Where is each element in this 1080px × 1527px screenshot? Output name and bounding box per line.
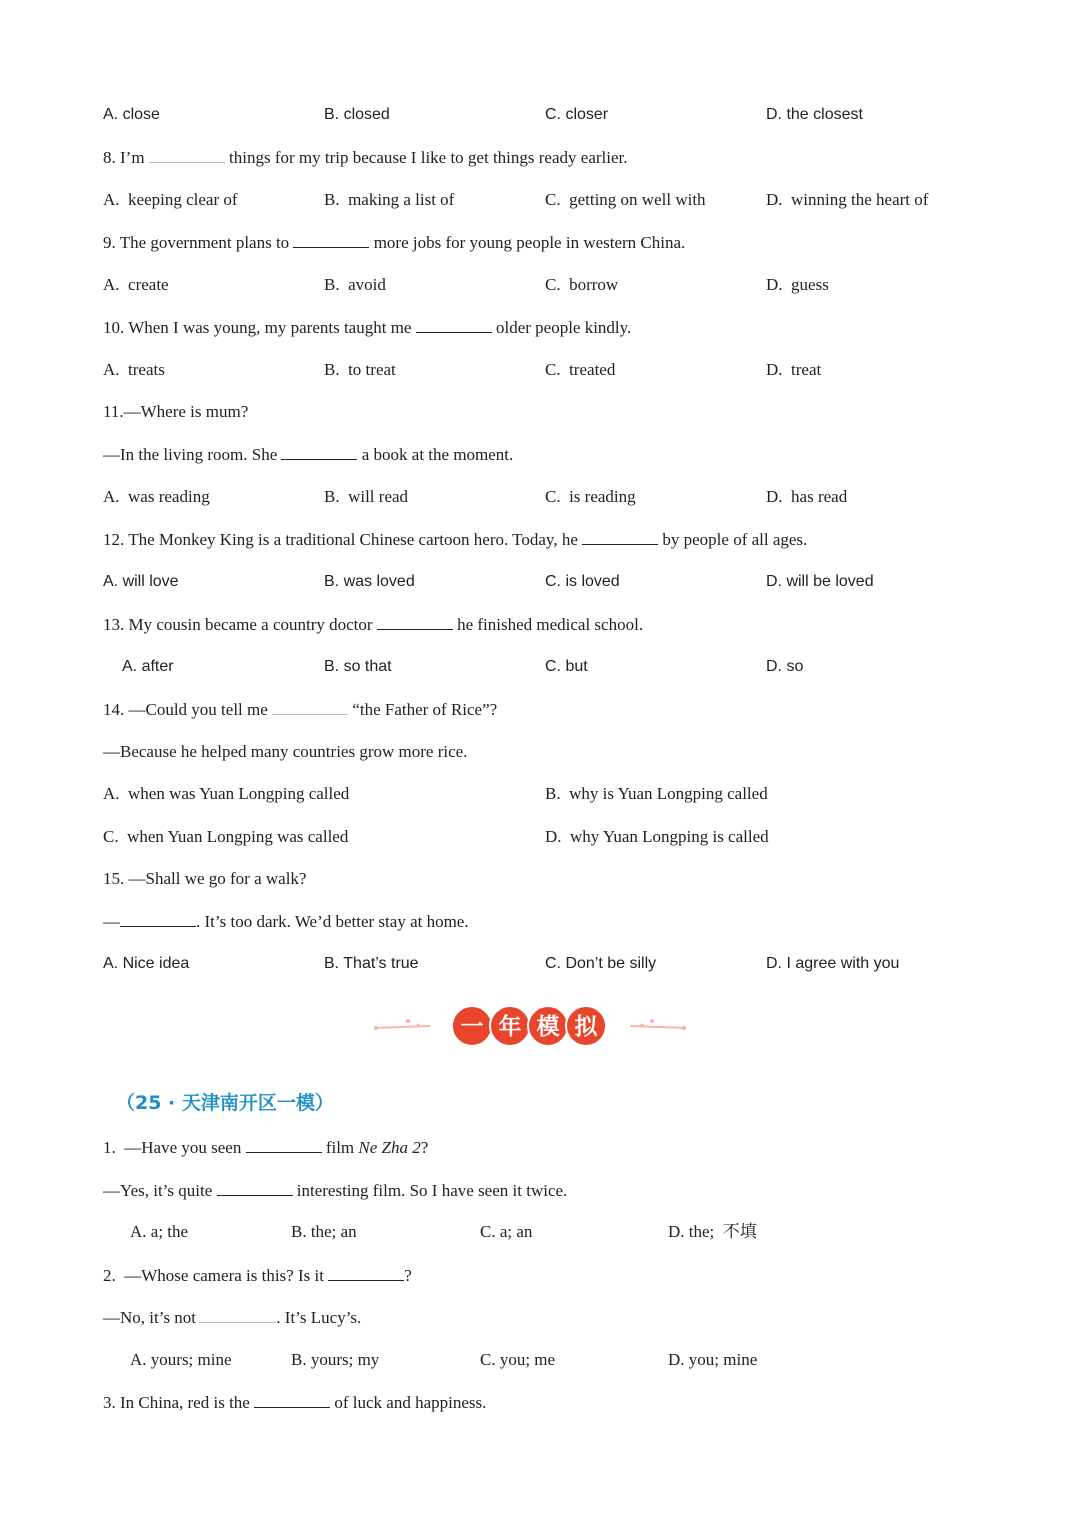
q9-blank (293, 231, 369, 248)
q14-blank (272, 698, 348, 715)
q15-option-d[interactable]: D. I agree with you (766, 955, 900, 972)
s2-options (0, 1349, 1080, 1371)
q12-stem (103, 528, 807, 551)
q8-options (0, 189, 1080, 211)
q15-line-end: . It’s too dark. We’d better stay at home. (196, 912, 469, 931)
banner-char-2: 年 (498, 1014, 522, 1040)
q11-option-b[interactable]: B. will read (324, 487, 409, 506)
s1-film-title: Ne Zha 2 (358, 1138, 421, 1157)
banner-char-3: 模 (536, 1014, 560, 1040)
s1-options (0, 1221, 1080, 1243)
q12-option-c[interactable]: C. is loved (545, 573, 620, 590)
banner-left-flourish (374, 1019, 430, 1030)
q9-option-b[interactable]: B. avoid (324, 275, 386, 294)
q12-option-d[interactable]: D. will be loved (766, 573, 874, 590)
q10-blank (416, 316, 492, 333)
q12-stem-start: 12. The Monkey King is a traditional Chinese cartoon hero. Today, he (103, 530, 578, 549)
q14-stem-start: 14. —Could you tell me (103, 700, 268, 719)
q11-answer-line (103, 443, 513, 466)
q14-option-b[interactable]: B. why is Yuan Longping called (545, 784, 768, 803)
q10-stem (103, 316, 631, 339)
banner-char-4: 拟 (574, 1014, 598, 1040)
q9-stem-end: more jobs for young people in western China. (373, 233, 686, 252)
q10-stem-start: 10. When I was young, my parents taught me (103, 318, 412, 337)
s1-line2-end: interesting film. So I have seen it twice. (296, 1181, 568, 1200)
q15-options (0, 953, 1080, 975)
q9-stem-start: 9. The government plans to (103, 233, 290, 252)
s2-line2-start: —No, it’s not (103, 1308, 197, 1327)
s1-line2-start: —Yes, it’s quite (103, 1181, 213, 1200)
q15-blank (120, 910, 196, 927)
q9-stem (103, 231, 685, 254)
s2-stem-start: 2. —Whose camera is this? Is it (103, 1266, 324, 1285)
q8-option-d[interactable]: D. winning the heart of (766, 190, 929, 209)
q13-stem-end: he finished medical school. (457, 615, 644, 634)
q14-answer-line: —Because he helped many countries grow more rice. (103, 742, 468, 761)
q15-option-c[interactable]: C. Don’t be silly (545, 955, 657, 972)
s2-option-c[interactable]: C. you; me (480, 1350, 556, 1369)
s1-stem-start: 1. —Have you seen (103, 1138, 242, 1157)
q8-stem (103, 146, 627, 169)
q15-option-b[interactable]: B. That’s true (324, 955, 419, 972)
q10-option-b[interactable]: B. to treat (324, 360, 396, 379)
q12-option-a[interactable]: A. will love (103, 573, 179, 590)
q10-options (0, 359, 1080, 381)
s2-line2-end: . It’s Lucy’s. (276, 1308, 362, 1327)
q11-option-c[interactable]: C. is reading (545, 487, 636, 506)
s1-stem-end: ? (420, 1138, 429, 1157)
s1-stem-mid: film (325, 1138, 355, 1157)
q14-option-a[interactable]: A. when was Yuan Longping called (103, 784, 350, 803)
q13-option-d[interactable]: D. so (766, 658, 804, 675)
q13-stem (103, 613, 643, 636)
s1-answer-line (103, 1179, 567, 1202)
q14-option-c[interactable]: C. when Yuan Longping was called (103, 827, 349, 846)
q9-option-a[interactable]: A. create (103, 275, 169, 294)
q8-stem-start: 8. I’m (103, 148, 145, 167)
section-title: （25 · 天津南开区一模） (116, 1092, 334, 1114)
q13-options (0, 656, 1080, 678)
q9-option-c[interactable]: C. borrow (545, 275, 619, 294)
q14-option-d[interactable]: D. why Yuan Longping is called (545, 827, 769, 846)
q8-option-a[interactable]: A. keeping clear of (103, 190, 238, 209)
q15-line-start: — (103, 912, 120, 931)
q13-option-c[interactable]: C. but (545, 658, 588, 675)
q14-stem (103, 698, 497, 721)
s1-option-a[interactable]: A. a; the (130, 1222, 189, 1241)
s2-stem-end: ? (404, 1266, 412, 1285)
s1-option-d[interactable]: D. the; 不填 (668, 1222, 757, 1241)
banner-right-flourish (630, 1019, 686, 1030)
q8-blank (149, 146, 225, 163)
q7-options (0, 104, 1080, 126)
s3-stem (103, 1391, 486, 1414)
q10-option-c[interactable]: C. treated (545, 360, 616, 379)
q7-option-a[interactable]: A. close (103, 106, 160, 123)
s1-question (103, 1136, 428, 1159)
section-banner (370, 1003, 690, 1049)
s1-blank-2 (217, 1179, 293, 1196)
s2-option-b[interactable]: B. yours; my (291, 1350, 380, 1369)
q11-blank (281, 443, 357, 460)
s2-option-d[interactable]: D. you; mine (668, 1350, 758, 1369)
q13-blank (377, 613, 453, 630)
s2-question (103, 1264, 412, 1287)
q12-option-b[interactable]: B. was loved (324, 573, 415, 590)
q10-option-a[interactable]: A. treats (103, 360, 165, 379)
q8-stem-end: things for my trip because I like to get things ready earlier. (229, 148, 628, 167)
s1-option-c[interactable]: C. a; an (480, 1222, 533, 1241)
q13-option-a[interactable]: A. after (122, 658, 174, 675)
q8-option-c[interactable]: C. getting on well with (545, 190, 706, 209)
s2-option-a[interactable]: A. yours; mine (130, 1350, 232, 1369)
q13-stem-start: 13. My cousin became a country doctor (103, 615, 373, 634)
q7-option-d[interactable]: D. the closest (766, 106, 863, 123)
q12-stem-end: by people of all ages. (662, 530, 808, 549)
q9-options (0, 274, 1080, 296)
q8-option-b[interactable]: B. making a list of (324, 190, 455, 209)
q14-options-row2 (0, 826, 1080, 848)
s1-option-b[interactable]: B. the; an (291, 1222, 357, 1241)
s1-blank (246, 1136, 322, 1153)
q12-blank (582, 528, 658, 545)
q11-options (0, 486, 1080, 508)
q15-answer-line (103, 910, 469, 933)
q15-question: 15. —Shall we go for a walk? (103, 869, 307, 888)
q9-option-d[interactable]: D. guess (766, 275, 829, 294)
q11-option-a[interactable]: A. was reading (103, 487, 210, 506)
q10-stem-end: older people kindly. (495, 318, 632, 337)
s2-blank-2 (200, 1306, 276, 1323)
s3-stem-start: 3. In China, red is the (103, 1393, 250, 1412)
q11-line-end: a book at the moment. (361, 445, 514, 464)
q13-option-b[interactable]: B. so that (324, 658, 392, 675)
q11-line-start: —In the living room. She (103, 445, 278, 464)
q14-stem-end: “the Father of Rice”? (352, 700, 498, 719)
s2-answer-line (103, 1306, 361, 1329)
q7-option-c[interactable]: C. closer (545, 106, 609, 123)
s3-blank (254, 1391, 330, 1408)
q7-option-b[interactable]: B. closed (324, 106, 390, 123)
s3-stem-end: of luck and happiness. (334, 1393, 487, 1412)
q15-option-a[interactable]: A. Nice idea (103, 955, 190, 972)
q11-option-d[interactable]: D. has read (766, 487, 848, 506)
q10-option-d[interactable]: D. treat (766, 360, 822, 379)
banner-char-1: 一 (460, 1014, 484, 1040)
q14-options-row1 (0, 783, 1080, 805)
s2-blank (328, 1264, 404, 1281)
q11-question: 11.—Where is mum? (103, 402, 249, 421)
q12-options (0, 571, 1080, 593)
